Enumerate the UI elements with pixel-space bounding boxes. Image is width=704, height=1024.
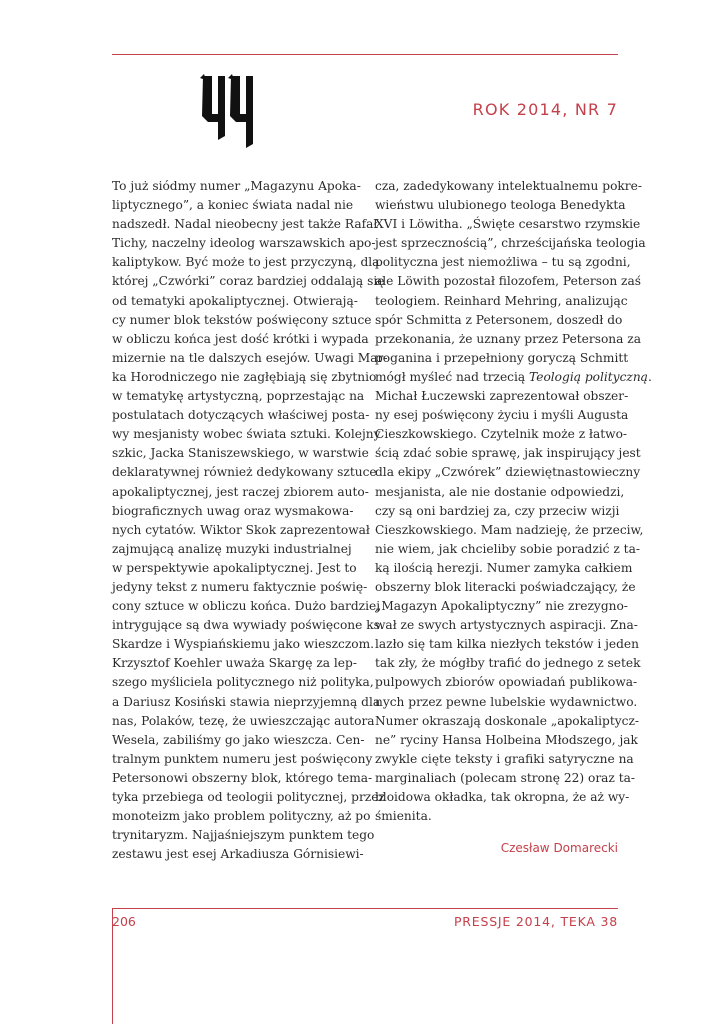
text-line: apokaliptycznej, jest raczej zbiorem auto-: [112, 484, 369, 499]
text-line: poganina i przepełniony goryczą Schmitt: [375, 350, 629, 365]
text-line: przekonania, że uznany przez Petersona za: [375, 331, 641, 346]
text-line: tralnym punktem numeru jest poświęcony: [112, 751, 373, 766]
text-line: a Dariusz Kosiński stawia nieprzyjemną dla: [112, 694, 381, 709]
text-line: zestawu jest esej Arkadiusza Górnisiewi-: [112, 847, 364, 862]
text-line: mesjanista, ale nie dostanie odpowiedzi,: [375, 484, 625, 499]
text-line: której „Czwórki” coraz bardziej oddalają się: [112, 274, 385, 289]
text-line: szego myśliciela politycznego niż polityka,: [112, 675, 374, 690]
text-line: ale Löwith pozostał filozofem, Peterson zaś: [375, 274, 641, 289]
text-line: nadszedł. Nadal nieobecny jest także Rafał: [112, 217, 378, 232]
text-line: Petersonowi obszerny blok, którego tema-: [112, 770, 373, 785]
text-line: trynitaryzm. Najjaśniejszym punktem tego: [112, 828, 375, 843]
italic-title: Teologią polityczną: [529, 369, 648, 384]
text-line: wieństwu ulubionego teologa Benedykta: [375, 198, 626, 213]
text-line: cony sztuce w obliczu końca. Dużo bardziej: [112, 599, 380, 614]
text-line: dla ekipy „Czwórek” dziewiętnastowieczny: [375, 465, 641, 480]
text-line: marginaliach (polecam stronę 22) oraz ta-: [375, 770, 635, 785]
text-line: czy są oni bardziej za, czy przeciw wizji: [375, 503, 620, 518]
text-line: mizernie na tle dalszych esejów. Uwagi Mar-: [112, 350, 388, 365]
footer-publication: PRESSJE 2014, TEKA 38: [453, 914, 618, 929]
text-line: ne” ryciny Hansa Holbeina Młodszego, jak: [375, 732, 638, 747]
text-line: Tichy, naczelny ideolog warszawskich apo-: [112, 236, 376, 251]
text-line: od tematyki apokaliptycznej. Otwierają-: [112, 293, 358, 308]
text-line: postulatach dotyczących właściwej posta-: [112, 408, 370, 423]
text-line: cy numer blok tekstów poświęcony sztuce: [112, 312, 372, 327]
text-line: deklaratywnej również dedykowany sztuce: [112, 465, 377, 480]
text-line: Michał Łuczewski zaprezentował obszer-: [375, 389, 629, 404]
text-line: teologiem. Reinhard Mehring, analizując: [375, 293, 628, 308]
text-line: Skardze i Wyspiańskiemu jako wieszczom.: [112, 637, 375, 652]
text-line: ścią zdać sobie sprawę, jak inspirujący jest: [375, 446, 641, 461]
text-line: w tematykę artystyczną, poprzestając na: [112, 389, 365, 404]
text-line: wał ze swych artystycznych aspiracji. Zna-: [375, 618, 638, 633]
text-line: intrygujące są dwa wywiady poświęcone ks.: [112, 618, 384, 633]
text-line: nych cytatów. Wiktor Skok zaprezentował: [112, 522, 370, 537]
author-signature: Czesław Domarecki: [500, 841, 618, 855]
text-line: kaliptykow. Być może to jest przyczyną, dla: [112, 255, 380, 270]
text-line: nas, Polaków, tezę, że uwieszczając autora: [112, 713, 375, 728]
text-line: Cieszkowskiego. Mam nadzieję, że przeciw,: [375, 522, 644, 537]
article-left-column: [112, 177, 388, 864]
text-line: XVI i Löwitha. „Święte cesarstwo rzymskie: [375, 217, 641, 232]
text-line: wy mesjanisty wobec świata sztuki. Kolejny: [112, 427, 381, 442]
top-rule: [112, 54, 618, 55]
text-line: tak zły, że mógłby trafić do jednego z setek: [375, 656, 641, 671]
text-line: liptycznego”, a koniec świata nadal nie: [112, 198, 354, 213]
page-number: 206: [112, 914, 136, 929]
text-line: polityczna jest niemożliwa – tu są zgodni,: [375, 255, 631, 270]
text-line: ka Horodniczego nie zagłębiają się zbytnio: [112, 369, 377, 384]
text-line: spór Schmitta z Petersonem, doszedł do: [375, 312, 623, 327]
footer-rule: [112, 908, 618, 909]
text-line: Cieszkowskiego. Czytelnik może z łatwo-: [375, 427, 628, 442]
text-line: To już siódmy numer „Magazynu Apoka-: [112, 179, 361, 193]
text-line: w perspektywie apokaliptycznej. Jest to: [112, 560, 357, 575]
text-line: Krzysztof Koehler uważa Skargę za lep-: [112, 656, 357, 671]
number-44-logo-icon: [198, 70, 262, 150]
text-line: bloidowa okładka, tak okropna, że aż wy-: [375, 790, 630, 804]
text-line: pulpowych zbiorów opowiadań publikowa-: [375, 675, 638, 690]
text-line: mógł myśleć nad trzecią Teologią polityczną.: [375, 369, 652, 384]
text-line: zajmującą analizę muzyki industrialnej: [112, 541, 352, 556]
text-line: ką ilością herezji. Numer zamyka całkiem: [375, 560, 633, 575]
text-line: jest sprzecznością”, chrześcijańska teologia: [375, 236, 646, 251]
text-line: jedyny tekst z numeru faktycznie poświę-: [112, 579, 368, 594]
text-line: tyka przebiega od teologii politycznej, przez: [112, 790, 385, 804]
text-line: ny esej poświęcony życiu i myśli Augusta: [375, 408, 629, 423]
text-line: cza, zadedykowany intelektualnemu pokre-: [375, 179, 642, 193]
text-line: zwykle cięte teksty i grafiki satyryczne na: [375, 751, 634, 766]
text-line: nie wiem, jak chcieliby sobie poradzić z ta-: [375, 541, 640, 556]
issue-label: ROK 2014, NR 7: [472, 100, 618, 119]
text-line: śmienita.: [375, 809, 432, 824]
text-line: biograficznych uwag oraz wysmakowa-: [112, 503, 354, 518]
text-line: „Magazyn Apokaliptyczny” nie zrezygno-: [375, 599, 628, 614]
text-line: w obliczu końca jest dość krótki i wypada: [112, 331, 369, 346]
text-line: Numer okraszają doskonale „apokaliptycz-: [375, 713, 639, 728]
text-line: lazło się tam kilka niezłych tekstów i jeden: [375, 637, 639, 652]
text-line: nych przez pewne lubelskie wydawnictwo.: [375, 694, 638, 709]
text-line: obszerny blok literacki poświadczający, że: [375, 579, 636, 594]
text-line: Wesela, zabiliśmy go jako wieszcza. Cen-: [112, 732, 365, 747]
article-right-column: [375, 177, 652, 826]
text-line: szkic, Jacka Staniszewskiego, w warstwie: [112, 446, 369, 461]
text-line: monoteizm jako problem polityczny, aż po: [112, 809, 371, 824]
